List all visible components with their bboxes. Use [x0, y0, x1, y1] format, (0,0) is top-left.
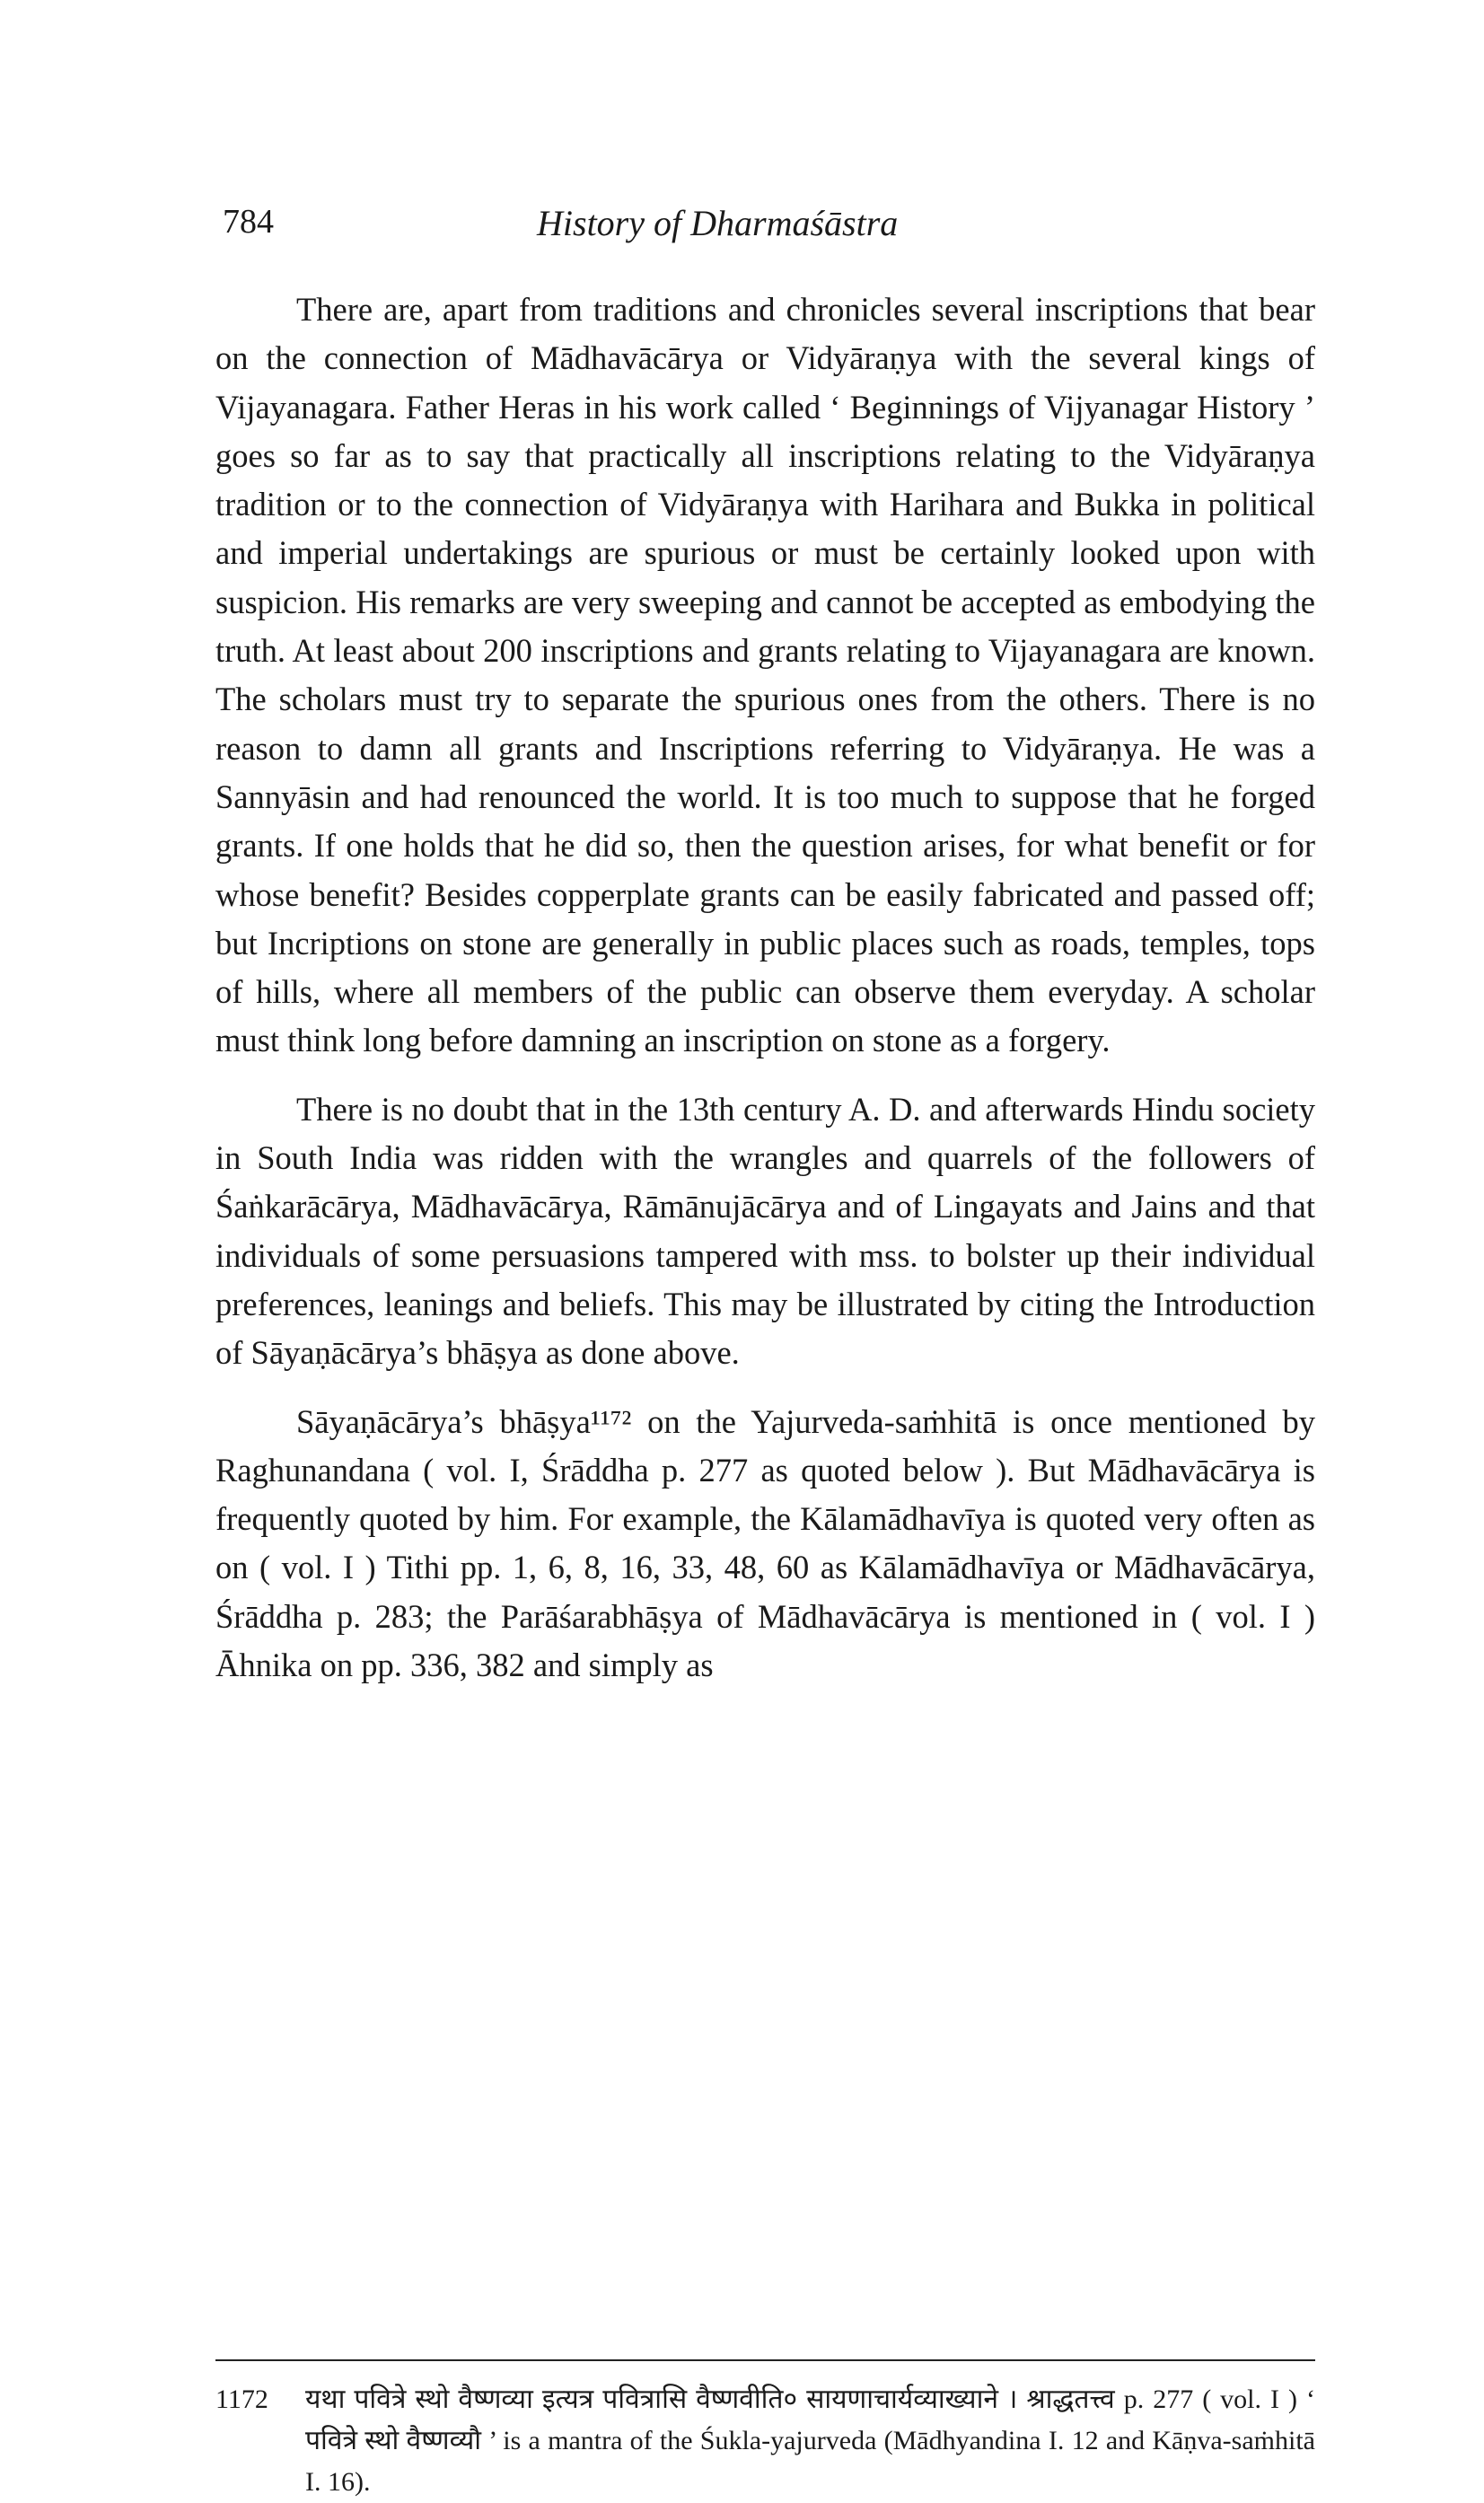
footnote-divider — [215, 2359, 1315, 2361]
page-number: 784 — [223, 203, 274, 241]
paragraph: There are, apart from traditions and chronicles several inscriptions that bear on the connection of Mādhavācārya or Vidyāraṇya with the several kings of Vijayanagara. Father Heras in his work called ‘ Beginnings of Vijyanagar History ’ goes so far as to say that practically all inscriptions relating to the Vidyāraṇya tradition or to the connection of Vidyāraṇya with Harihara and Bukka in political and imperial undertakings are spurious or must be certainly looked upon with suspicion. His remarks are very sweeping and cannot be accepted as embodying the truth. At least about 200 inscriptions and grants relating to Vijayanagara are known. The scholars must try to separate the spurious ones from the others. There is no reason to damn all grants and Inscriptions referring to Vidyāraṇya. He was a Sannyāsin and had renounced the world. It is too much to suppose that he forged grants. If one holds that he did so, then the question arises, for what benefit or for whose benefit? Besides copperplate grants can be easily fabricated and passed off; but Incriptions on stone are generally in public places such as roads, temples, tops of hills, where all members of the public can observe them everyday. A scholar must think long before damning an inscription on stone as a forgery. — [215, 291, 1315, 1059]
paragraph: There is no doubt that in the 13th century A. D. and afterwards Hindu society in South India was ridden with the wrangles and quarrels of the followers of Śaṅkarācārya, Mādhavācārya, Rāmānujācārya and of Lingayats and Jains and that individuals of some persuasions tampered with mss. to bolster up their individual preferences, leanings and beliefs. This may be illustrated by citing the Introduction of Sāyaṇācārya’s bhāṣya as done above. — [215, 1090, 1315, 1372]
body-text — [215, 285, 1315, 1690]
footnote-text: यथा पवित्रे स्थो वैष्णव्या इत्यत्र पवित्रासि वैष्णवीति० सायणाचार्यव्याख्याने । श्राद्धतत्त्व p. 277 ( vol. I ) ‘ पवित्रे स्थो वैष्णव्यौ ’ is a mantra of the Śukla-yajurveda (Mādhyandina I. 12 and Kāṇva-saṁhitā I. 16). — [305, 2384, 1315, 2497]
footnote-number: 1172 — [215, 2384, 268, 2414]
footnote — [215, 2379, 1315, 2503]
running-title: History of Dharmaśāstra — [537, 203, 899, 243]
paragraph: Sāyaṇācārya’s bhāṣya¹¹⁷² on the Yajurveda-saṁhitā is once mentioned by Raghunandana ( vol. I, Śrāddha p. 277 as quoted below ). But Mādhavācārya is frequently quoted by him. For example, the Kālamādhavīya is quoted very often as on ( vol. I ) Tithi pp. 1, 6, 8, 16, 33, 48, 60 as Kālamādhavīya or Mādhavācārya, Śrāddha p. 283; the Parāśarabhāṣya of Mādhavācārya is mentioned in ( vol. I ) Āhnika on pp. 336, 382 and simply as — [215, 1402, 1315, 1684]
page-header — [223, 202, 1300, 256]
